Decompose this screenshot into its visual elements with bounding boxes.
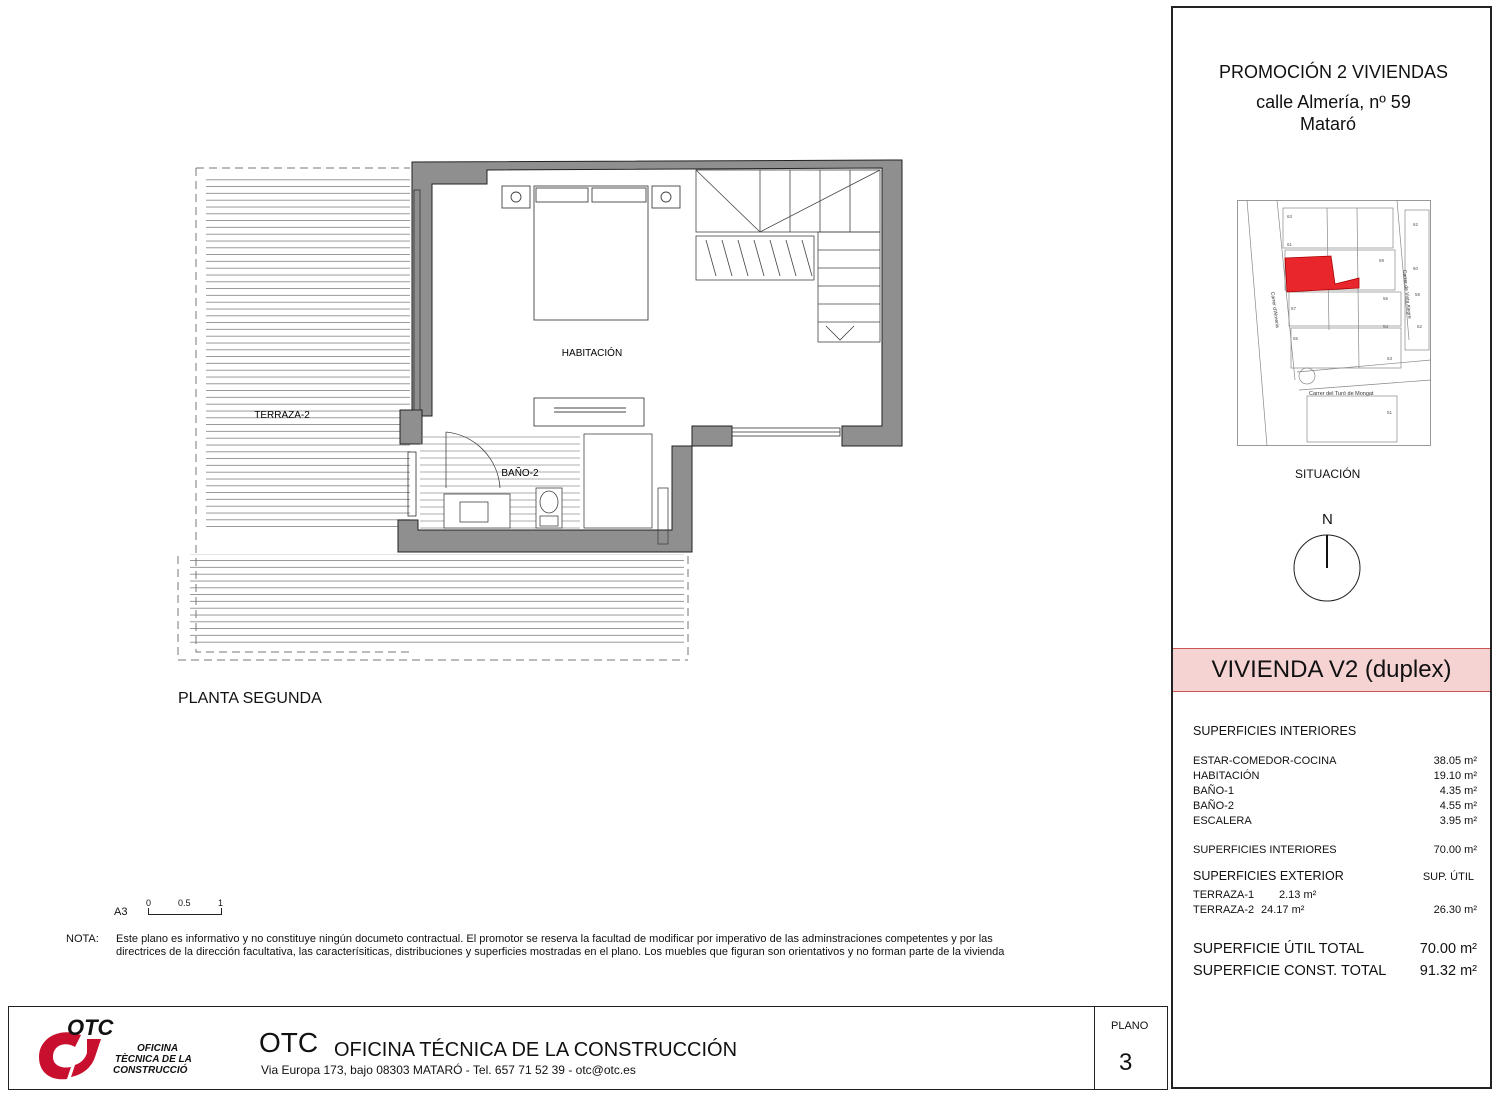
row-util: 26.30 m²	[1433, 904, 1477, 916]
unit-banner: VIVIENDA V2 (duplex)	[1173, 648, 1490, 692]
interior-heading: SUPERFICIES INTERIORES	[1193, 724, 1357, 738]
note-line-2: directrices de la dirección facultativa, las caracterísiticas, distribuciones y superficies mostradas en el plano. Los muebles que figuran son orientativos y no forman parte de la vivienda	[116, 946, 1005, 958]
company-name: OFICINA TÉCNICA DE LA CONSTRUCCIÓN	[334, 1039, 738, 1061]
map-number: 55	[1293, 336, 1299, 341]
scale-bar	[148, 908, 222, 915]
row-name: TERRAZA-2	[1193, 904, 1255, 916]
bed	[502, 186, 680, 426]
map-number: 58	[1415, 292, 1421, 297]
map-street-vista-alegre: Carrer de Vista Alegre	[1401, 269, 1413, 320]
note-line-1: Este plano es informativo y no constituye ningún documeto contractual. El promotor se reserva la facultad de modificar por imperativo de las adminstraciones competentes y por las	[116, 933, 993, 945]
exterior-heading: SUPERFICIES EXTERIOR	[1193, 869, 1344, 883]
row-name: TERRAZA-1	[1193, 889, 1255, 901]
project-title: PROMOCIÓN 2 VIVIENDAS	[1218, 62, 1449, 82]
interior-row	[1193, 755, 1477, 767]
map-number: 53	[1387, 356, 1393, 361]
plano-divider	[1094, 1007, 1095, 1089]
room-bath-label: BAÑO-2	[501, 468, 539, 479]
footer-title-block	[8, 1006, 1168, 1090]
row-name: SUPERFICIES INTERIORES	[1193, 844, 1337, 856]
map-number: 59	[1379, 258, 1385, 263]
scale-tick-05: 0.5	[178, 898, 191, 908]
plano-label: PLANO	[1111, 1020, 1149, 1032]
row-name: BAÑO-1	[1193, 785, 1234, 797]
row-value: 91.32 m²	[1419, 963, 1477, 979]
map-number: 60	[1413, 266, 1419, 271]
bathroom-fixtures	[420, 432, 668, 544]
company-abbr: OTC	[259, 1027, 319, 1058]
otc-logo-text: OTC	[67, 1015, 114, 1040]
staircase	[696, 170, 880, 342]
scale-tick-0: 0	[146, 898, 152, 908]
row-name: ESCALERA	[1193, 815, 1252, 827]
row-value: 4.35 m²	[1439, 785, 1477, 797]
row-value: 3.95 m²	[1439, 815, 1477, 827]
map-number: 52	[1417, 324, 1423, 329]
plano-number: 3	[1119, 1049, 1133, 1076]
row-area: 2.13 m²	[1279, 889, 1317, 901]
row-value: 19.10 m²	[1433, 770, 1477, 782]
north-label: N	[1322, 511, 1333, 528]
map-number: 62	[1413, 222, 1419, 227]
project-city: Mataró	[1299, 114, 1357, 134]
interior-row	[1193, 785, 1477, 797]
room-terrace-label: TERRAZA-2	[254, 410, 310, 421]
row-value: 38.05 m²	[1433, 755, 1477, 767]
interior-row	[1193, 800, 1477, 812]
exterior-col-label: SUP. ÚTIL	[1422, 871, 1474, 883]
map-number: 54	[1383, 324, 1389, 329]
map-number: 57	[1291, 306, 1297, 311]
scale-tick-1: 1	[218, 898, 224, 908]
situation-label: SITUACIÓN	[1295, 467, 1361, 481]
info-panel	[1171, 6, 1492, 1089]
interior-row	[1193, 815, 1477, 827]
row-value: 70.00 m²	[1433, 844, 1477, 856]
map-number: 63	[1287, 214, 1293, 219]
row-name: BAÑO-2	[1193, 800, 1234, 812]
total-row	[1193, 963, 1477, 979]
note-label: NOTA:	[66, 933, 99, 945]
otc-logo-sub-3: CONSTRUCCIÓ	[113, 1065, 188, 1076]
map-street-turo-mongat: Carrer del Turó de Mongat	[1309, 391, 1374, 397]
otc-logo-sub-1: OFICINA	[137, 1043, 179, 1054]
row-value: 4.55 m²	[1439, 800, 1477, 812]
exterior-row	[1193, 889, 1477, 901]
map-number: 56	[1383, 296, 1389, 301]
situation-map	[1237, 200, 1431, 446]
row-name: ESTAR-COMEDOR-COCINA	[1193, 755, 1337, 767]
plan-caption: PLANTA SEGUNDA	[178, 690, 322, 707]
north-arrow-icon	[1291, 532, 1363, 604]
map-number: 51	[1387, 410, 1393, 415]
row-name: SUPERFICIE CONST. TOTAL	[1193, 963, 1387, 979]
otc-logo-sub-2: TÈCNICA DE LA	[115, 1054, 192, 1065]
total-row	[1193, 941, 1477, 957]
room-bedroom-label: HABITACIÓN	[561, 348, 623, 359]
interior-total-row	[1193, 844, 1477, 856]
project-street: calle Almería, nº 59	[1256, 92, 1411, 112]
interior-row	[1193, 770, 1477, 782]
row-name: SUPERFICIE ÚTIL TOTAL	[1193, 941, 1365, 957]
row-name: HABITACIÓN	[1193, 770, 1260, 782]
row-area: 24.17 m²	[1261, 904, 1305, 916]
map-number: 61	[1287, 242, 1293, 247]
scale-paper-size: A3	[114, 906, 128, 918]
row-value: 70.00 m²	[1419, 941, 1477, 957]
exterior-row	[1193, 904, 1477, 916]
company-address: Via Europa 173, bajo 08303 MATARÓ - Tel. 657 71 52 39 - otc@otc.es	[261, 1063, 636, 1077]
map-street-almeria: Carrer d'Almeria	[1269, 291, 1281, 329]
